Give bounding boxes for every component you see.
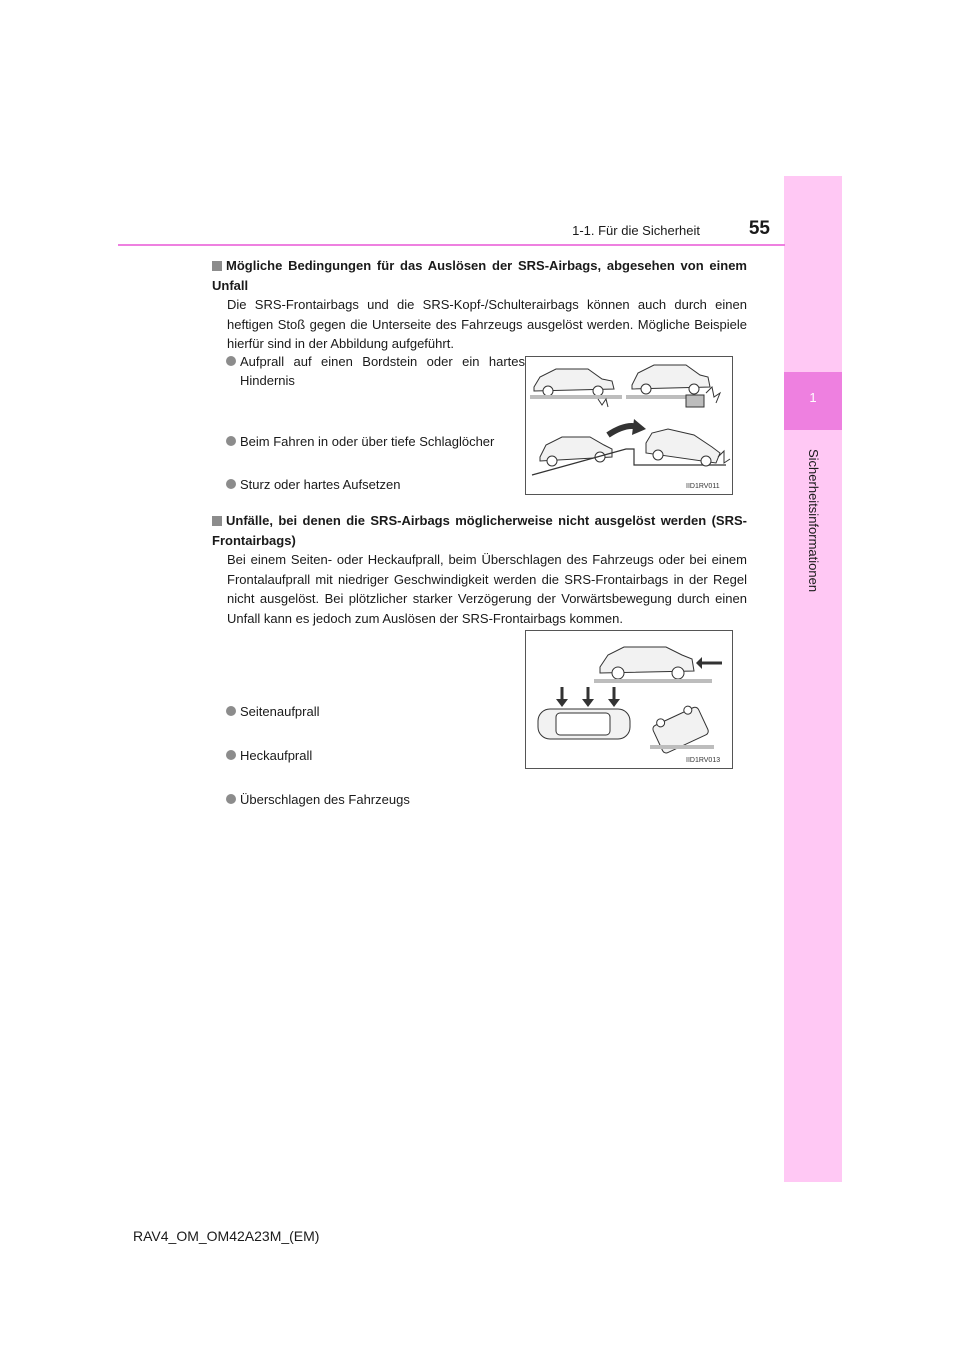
heading-text: Mögliche Bedingungen für das Auslösen der SRS-Airbags, abgesehen von einem Unfall: [212, 258, 747, 293]
header-divider: [118, 244, 785, 246]
round-bullet-icon: [226, 436, 236, 446]
round-bullet-icon: [226, 706, 236, 716]
list-item: [226, 432, 540, 451]
round-bullet-icon: [226, 356, 236, 366]
list-item-text: Überschlagen des Fahrzeugs: [240, 792, 410, 807]
section-text: Bei einem Seiten- oder Heckaufprall, beim Überschlagen des Fahrzeugs oder bei einem Frontalaufprall mit niedriger Geschwindigkeit werden die SRS-Frontairbags in der Regel nicht ausgelöst. Bei plötzlicher starker Verzögerung der Vorwärtsbewegung durch einen Unfall kann es jedoch zum Auslösen der SRS-Frontairbags kommen.: [227, 552, 747, 626]
car-impact-drawing: [526, 357, 732, 494]
square-bullet-icon: [212, 516, 222, 526]
list-item-text: Seitenaufprall: [240, 704, 320, 719]
list-item: [226, 790, 510, 809]
document-code: RAV4_OM_OM42A23M_(EM): [133, 1228, 320, 1244]
list-item-text: Heckaufprall: [240, 748, 313, 763]
list-item: [226, 746, 510, 765]
page-number: 55: [748, 218, 770, 239]
list-item-text: Aufprall auf einen Bordstein oder ein hartes Hindernis: [240, 354, 525, 388]
airbag-trigger-illustration: [525, 356, 733, 495]
list-item: [226, 702, 510, 721]
image-code: IID1RV013: [686, 757, 721, 764]
list-item-text: Beim Fahren in oder über tiefe Schlaglöcher: [240, 434, 495, 449]
section-title: 1-1. Für die Sicherheit: [572, 223, 700, 238]
heading-text: Unfälle, bei denen die SRS-Airbags möglicherweise nicht ausgelöst werden (SRS-Frontairbags): [212, 513, 747, 548]
section-text: Die SRS-Frontairbags und die SRS-Kopf-/Schulterairbags können auch durch einen heftigen Stoß gegen die Unterseite des Fahrzeugs ausgelöst werden. Mögliche Beispiele hierfür sind in der Abbildung aufgeführt.: [227, 297, 747, 351]
chapter-number: 1: [809, 390, 817, 405]
chapter-title: Sicherheitsinformationen: [806, 449, 821, 593]
section-heading: [212, 256, 747, 296]
round-bullet-icon: [226, 479, 236, 489]
list-item-text: Sturz oder hartes Aufsetzen: [240, 477, 401, 492]
square-bullet-icon: [212, 261, 222, 271]
image-code: IID1RV011: [686, 483, 720, 490]
list-item: [226, 352, 525, 390]
chapter-sidebar: [784, 176, 842, 1182]
section-heading: [212, 511, 747, 551]
no-deploy-illustration: [525, 630, 733, 769]
round-bullet-icon: [226, 750, 236, 760]
round-bullet-icon: [226, 794, 236, 804]
list-item: [226, 475, 540, 494]
car-impact-drawing: [526, 631, 732, 768]
